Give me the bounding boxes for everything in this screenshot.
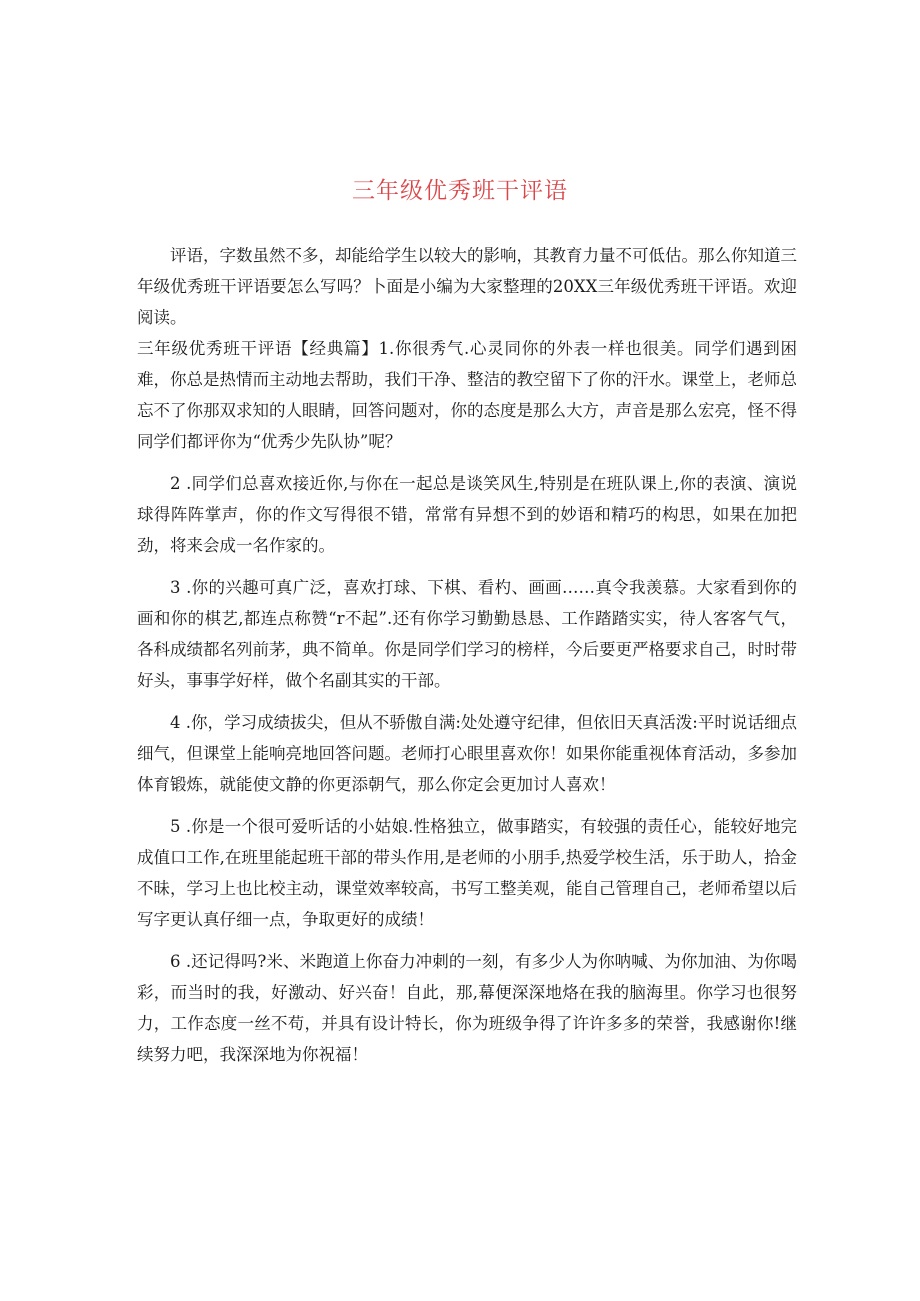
section-classic-paragraph: 三年级优秀班干评语【经典篇】1.你很秀气.心灵同你的外表一样也很美。同学们遇到困难，你总是热情而主动地去帮助，我们干净、整洁的教空留下了你的汗水。课堂上，老师总忘不了你那双求知的人眼睛，回答问题对，你的态度是那么大方，声音是那么宏亮，怪不得同学们都评你为“优秀少先队协”呢？	[137, 339, 797, 451]
page-title: 三年级优秀班干评语	[352, 178, 568, 204]
comment-paragraph-2: 2 .同学们总喜欢接近你,与你在一起总是谈笑风生,特别是在班队课上,你的表演、演说球得阵阵掌声，你的作文写得很不错，常常有异想不到的妙语和精巧的构思，如果在加把劲，将来会成一名作家的。	[137, 474, 797, 555]
comment-paragraph-3: 3 .你的兴趣可真广泛，喜欢打球、下棋、看杓、画画……真令我羡慕。大家看到你的画和你的棋艺,都连点称赞“r不起”.还有你学习勤勤恳恳、工作踏踏实实，待人客客气气，各科成绩都名列前茅，典不简单。你是同学们学习的榜样，今后要更严格要求自己，时时带好头，事事学好样，做个名副其实的干部。	[137, 578, 797, 690]
document-body	[137, 240, 797, 1070]
comment-paragraph-4: 4 .你，学习成绩拔尖，但从不骄傲自满:处处遵守纪律，但依旧天真活泼:平时说话细点细气，但课堂上能响亮地回答问题。老师打心眼里喜欢你！如果你能重视体育活动，多参加体育锻炼，就能使文静的你更添朝气，那么你定会更加讨人喜欢！	[137, 713, 797, 794]
comment-paragraph-5: 5 .你是一个很可爱听话的小姑娘.性格独立，做事踏实，有较强的责任心，能较好地完成值口工作,在班里能起班干部的带头作用,是老师的小朋手,热爱学校生活，乐于助人，拾金不昧，学习上也比校主动，课堂效率较高，书写工整美观，能自己管理自己，老师希望以后写字更认真仔细一点，争取更好的成绩！	[137, 817, 797, 929]
comment-paragraph-6: 6 .还记得吗?米、米跑道上你奋力冲刺的一刻，有多少人为你呐喊、为你加油、为你喝彩，而当时的我，好激动、好兴奋！自此，那,幕便深深地烙在我的脑海里。你学习也很努力，工作态度一丝不苟，并具有设计特长，你为班级争得了许许多多的荣誉，我感谢你!继续努力吧，我深深地为你祝福！	[137, 952, 797, 1064]
intro-paragraph: 评语，字数虽然不多，却能给学生以较大的影响，其教育力量不可低估。那么你知道三年级优秀班干评语要怎么写吗？卜面是小编为大家整理的20XX三年级优秀班干评语。欢迎阅读。	[137, 246, 797, 327]
